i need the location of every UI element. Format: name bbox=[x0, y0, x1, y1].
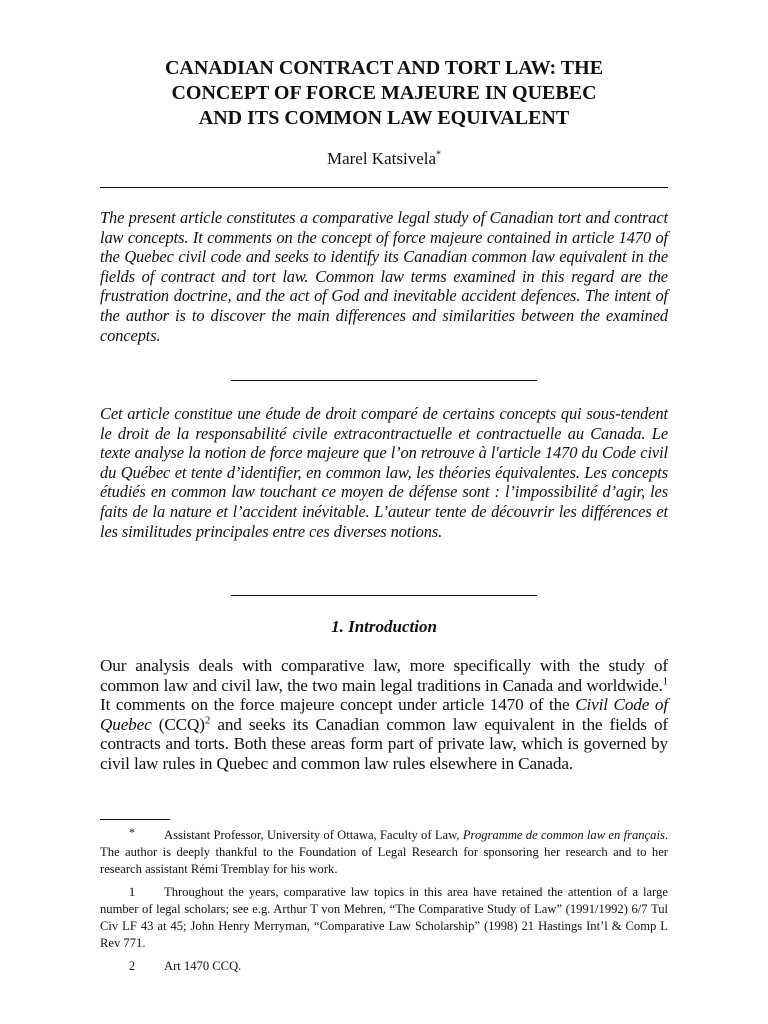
article-title bbox=[100, 56, 668, 131]
title-line-2: CONCEPT OF FORCE MAJEURE IN QUEBEC bbox=[171, 82, 597, 104]
footnotes bbox=[100, 824, 668, 975]
body-paragraph bbox=[100, 656, 668, 774]
body-text-part-2: It comments on the force majeure concept under article 1470 of the bbox=[100, 695, 576, 715]
footnote-star-mark: * bbox=[129, 825, 135, 839]
footnote-1-text: Throughout the years, comparative law topics in this area have retained the attention of a large number of legal scholars; see e.g. Arthur T von Mehren, “The Comparative Study of Law” (1991/1992) 6/7 Tul Civ LF 43 at 45; John Henry Merryman, “Comparative Law Scholarship” (1998) 21 Hastings Int’l & Comp L Rev 771. bbox=[100, 885, 668, 950]
author-name: Marel Katsivela bbox=[326, 149, 437, 168]
footnote-2-mark: 2 bbox=[128, 959, 136, 973]
abstract-divider bbox=[231, 380, 537, 381]
footnote-star-text-1: Assistant Professor, University of Ottawa, Faculty of Law, bbox=[164, 828, 463, 842]
body-text-part-3: (CCQ) bbox=[151, 714, 205, 734]
footnote-ref-1[interactable]: 1 bbox=[662, 674, 668, 687]
body-text-part-4: and seeks its Canadian common law equivalent in the fields of contracts and torts. Both these areas form part of private law, which is governed by civil law rules in Quebec and common law rules elsewhere in Canada. bbox=[100, 714, 669, 773]
footnote-2 bbox=[100, 958, 668, 975]
footnote-star-text-2: . The author is deeply thankful to the Foundation of Legal Research for sponsoring her research and to her research assistant Rémi Tremblay for his work. bbox=[100, 828, 669, 876]
author-byline bbox=[100, 149, 668, 169]
footnote-1 bbox=[100, 884, 668, 952]
footnote-divider bbox=[100, 819, 170, 820]
footnote-2-text: Art 1470 CCQ. bbox=[164, 959, 242, 973]
footnote-star-italic: Programme de common law en français bbox=[462, 828, 665, 842]
section-divider bbox=[231, 595, 537, 596]
title-line-3: AND ITS COMMON LAW EQUIVALENT bbox=[198, 107, 570, 129]
title-divider bbox=[100, 187, 668, 188]
abstract-french: Cet article constitue une étude de droit comparé de certains concepts qui sous-tendent le droit de la responsabilité civile extracontractuelle et contractuelle au Canada. Le texte analyse la notion de force majeure que l’on retrouve à l'article 1470 du Code civil du Québec et tente d’identifier, en common law, les théories équivalentes. Les concepts étudiés en common law touchant ce moyen de défense sont : l’impossibilité d’agir, les faits de la nature et l’accident inévitable. L’auteur tente de découvrir les différences et les similitudes principales entre ces diverses notions. bbox=[100, 404, 668, 541]
title-line-1: CANADIAN CONTRACT AND TORT LAW: THE bbox=[164, 57, 604, 79]
section-heading: 1. Introduction bbox=[331, 617, 437, 636]
footnote-1-mark: 1 bbox=[128, 885, 136, 899]
footnote-star bbox=[100, 824, 668, 878]
body-text-part-1: Our analysis deals with comparative law, more specifically with the study of common law and civil law, the two main legal traditions in Canada and worldwide. bbox=[100, 656, 668, 695]
code-title: Civil Code of Quebec bbox=[100, 695, 668, 734]
footnote-ref-2[interactable]: 2 bbox=[204, 714, 211, 727]
author-footnote-mark[interactable]: * bbox=[436, 149, 442, 161]
abstract-english: The present article constitutes a comparative legal study of Canadian tort and contract law concepts. It comments on the concept of force majeure contained in article 1470 of the Quebec civil code and seeks to identify its Canadian common law equivalent in the fields of contract and tort law. Common law terms examined in this regard are the frustration doctrine, and the act of God and inevitable accident defences. The intent of the author is to discover the main differences and similarities between the examined concepts. bbox=[100, 208, 668, 345]
